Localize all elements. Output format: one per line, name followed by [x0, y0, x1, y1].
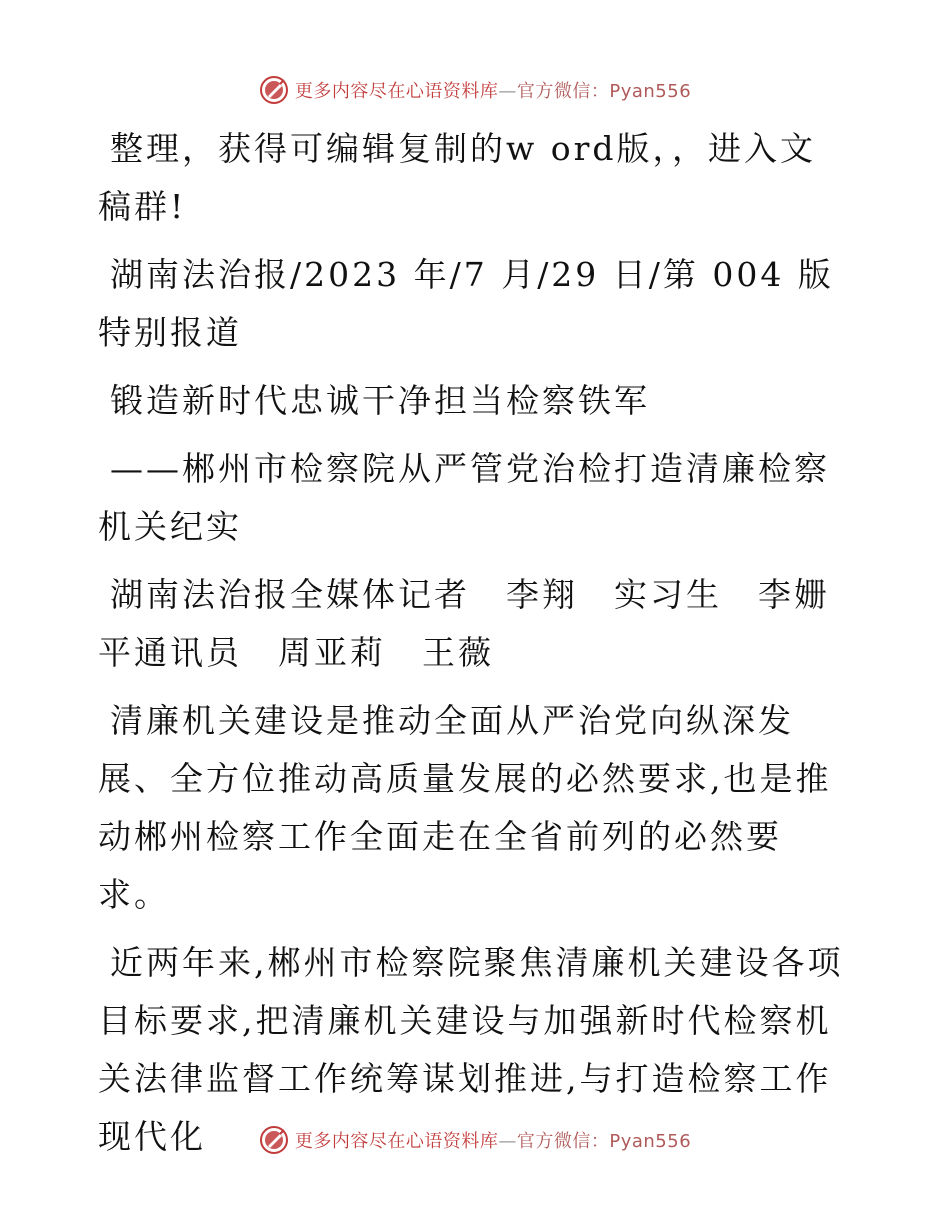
source-line: 湖南法治报/2023 年/7 月/29 日/第 004 版特别报道 — [98, 255, 834, 352]
article-subtitle: ——郴州市检察院从严管党治检打造清廉检察机关纪实 — [98, 449, 830, 546]
article-title: 锻造新时代忠诚干净担当检察铁军 — [110, 381, 650, 420]
document-body — [98, 120, 848, 1176]
byline: 湖南法治报全媒体记者 李翔 实习生 李姗平通讯员 周亚莉 王薇 — [98, 575, 830, 672]
header-watermark — [0, 70, 950, 110]
watermark-contact: 官方微信：Pyan556 — [516, 1131, 692, 1152]
quill-seal-icon — [259, 75, 289, 105]
watermark-separator: — — [498, 1131, 517, 1152]
body-paragraph: 清廉机关建设是推动全面从严治党向纵深发展、全方位推动高质量发展的必然要求,也是推动郴州检察工作全面走在全省前列的必然要求。 — [98, 701, 832, 914]
quill-seal-icon — [259, 1125, 289, 1155]
watermark-text — [295, 1127, 691, 1153]
footer-watermark — [0, 1120, 950, 1160]
watermark-text — [295, 77, 691, 103]
body-paragraph: 近两年来,郴州市检察院聚焦清廉机关建设各项目标要求,把清廉机关建设与加强新时代检察机关法律监督工作统筹谋划推进,与打造检察工作现代化 — [98, 943, 844, 1156]
watermark-brand: 更多内容尽在心语资料库 — [294, 1131, 499, 1152]
watermark-separator: — — [498, 81, 517, 102]
intro-note: 整理，获得可编辑复制的w ord版，，进入文稿群! — [98, 129, 817, 226]
watermark-contact: 官方微信：Pyan556 — [516, 81, 692, 102]
watermark-brand: 更多内容尽在心语资料库 — [294, 81, 499, 102]
